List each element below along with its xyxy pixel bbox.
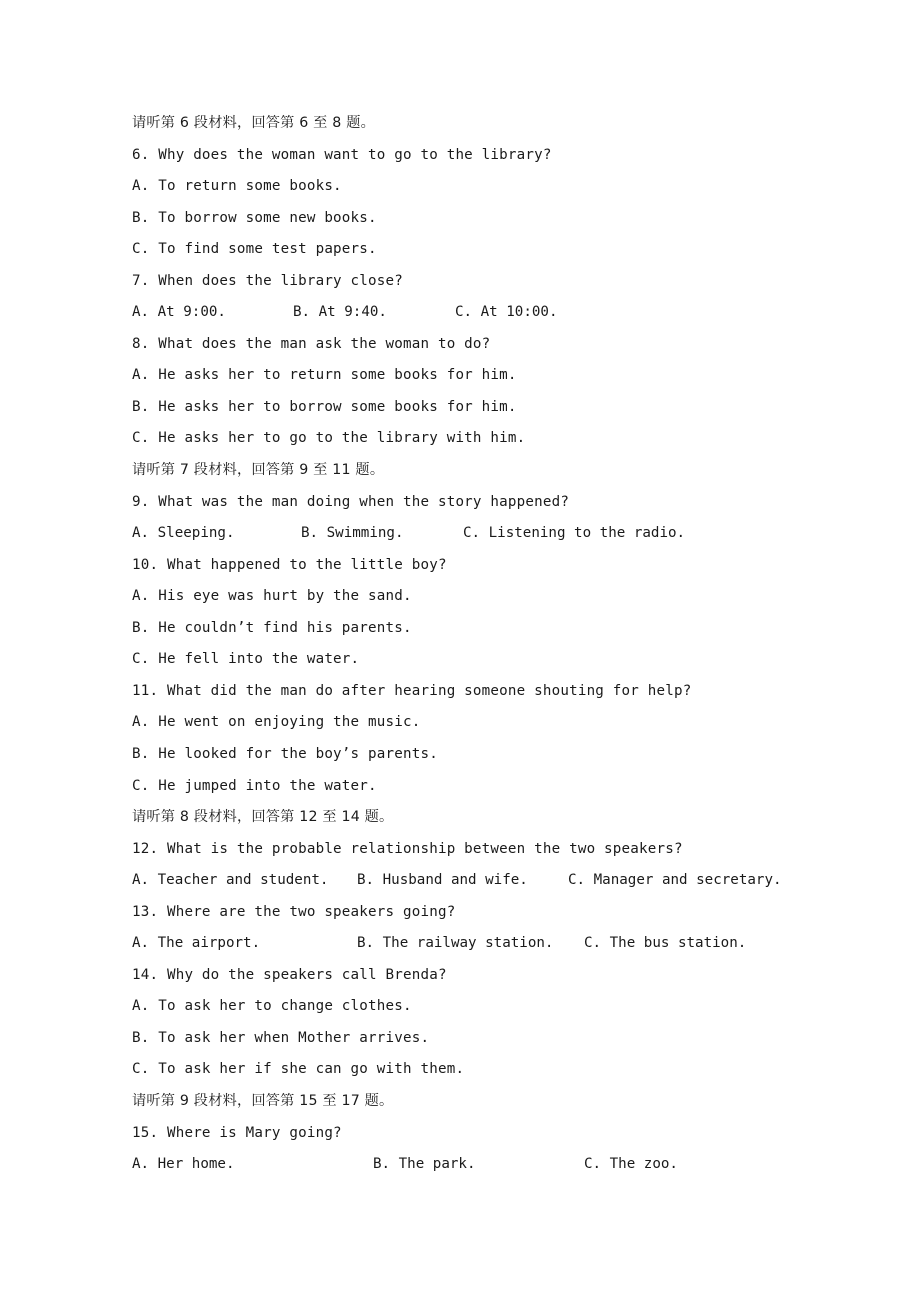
option-b: B. He couldn’t find his parents. xyxy=(132,620,412,636)
option-c: C. He asks her to go to the library with him. xyxy=(132,430,526,446)
option-c: C. He jumped into the water. xyxy=(132,778,377,794)
option-c: C. To find some test papers. xyxy=(132,241,377,257)
section-heading: 请听第 6 段材料，回答第 6 至 8 题。 xyxy=(132,115,375,131)
option-a: A. Her home. xyxy=(132,1156,235,1172)
option-c: C. He fell into the water. xyxy=(132,651,360,667)
question-stem: 13. Where are the two speakers going? xyxy=(132,904,456,920)
option-b: B. He looked for the boy’s parents. xyxy=(132,746,438,762)
option-b: B. The park. xyxy=(373,1156,476,1172)
option-b: B. Swimming. xyxy=(301,525,404,541)
question-stem: 14. Why do the speakers call Brenda? xyxy=(132,967,447,983)
options-row xyxy=(132,1154,852,1174)
option-c: C. Manager and secretary. xyxy=(568,872,782,888)
option-a: A. He went on enjoying the music. xyxy=(132,714,421,730)
option-a: A. To return some books. xyxy=(132,178,342,194)
option-b: B. He asks her to borrow some books for him. xyxy=(132,399,517,415)
options-row xyxy=(132,523,852,543)
question-stem: 7. When does the library close? xyxy=(132,273,403,289)
option-a: A. The airport. xyxy=(132,935,261,951)
option-a: A. Sleeping. xyxy=(132,525,235,541)
option-c: C. At 10:00. xyxy=(455,304,558,320)
option-c: C. The bus station. xyxy=(584,935,747,951)
section-heading: 请听第 7 段材料，回答第 9 至 11 题。 xyxy=(132,462,385,478)
question-stem: 15. Where is Mary going? xyxy=(132,1125,342,1141)
option-b: B. To borrow some new books. xyxy=(132,210,377,226)
question-stem: 9. What was the man doing when the story happened? xyxy=(132,494,570,510)
question-stem: 6. Why does the woman want to go to the library? xyxy=(132,147,552,163)
option-c: C. To ask her if she can go with them. xyxy=(132,1061,465,1077)
section-heading: 请听第 8 段材料，回答第 12 至 14 题。 xyxy=(132,809,394,825)
question-stem: 12. What is the probable relationship between the two speakers? xyxy=(132,841,683,857)
question-stem: 10. What happened to the little boy? xyxy=(132,557,447,573)
options-row xyxy=(132,302,852,322)
section-heading: 请听第 9 段材料，回答第 15 至 17 题。 xyxy=(132,1093,394,1109)
option-b: B. Husband and wife. xyxy=(357,872,528,888)
option-a: A. His eye was hurt by the sand. xyxy=(132,588,412,604)
option-c: C. The zoo. xyxy=(584,1156,678,1172)
option-b: B. To ask her when Mother arrives. xyxy=(132,1030,430,1046)
option-a: A. He asks her to return some books for him. xyxy=(132,367,517,383)
question-stem: 8. What does the man ask the woman to do? xyxy=(132,336,491,352)
option-b: B. The railway station. xyxy=(357,935,554,951)
option-a: A. At 9:00. xyxy=(132,304,226,320)
option-a: A. To ask her to change clothes. xyxy=(132,998,412,1014)
option-b: B. At 9:40. xyxy=(293,304,387,320)
options-row xyxy=(132,933,852,953)
option-c: C. Listening to the radio. xyxy=(463,525,686,541)
option-a: A. Teacher and student. xyxy=(132,872,329,888)
options-row xyxy=(132,870,852,890)
question-stem: 11. What did the man do after hearing someone shouting for help? xyxy=(132,683,692,699)
